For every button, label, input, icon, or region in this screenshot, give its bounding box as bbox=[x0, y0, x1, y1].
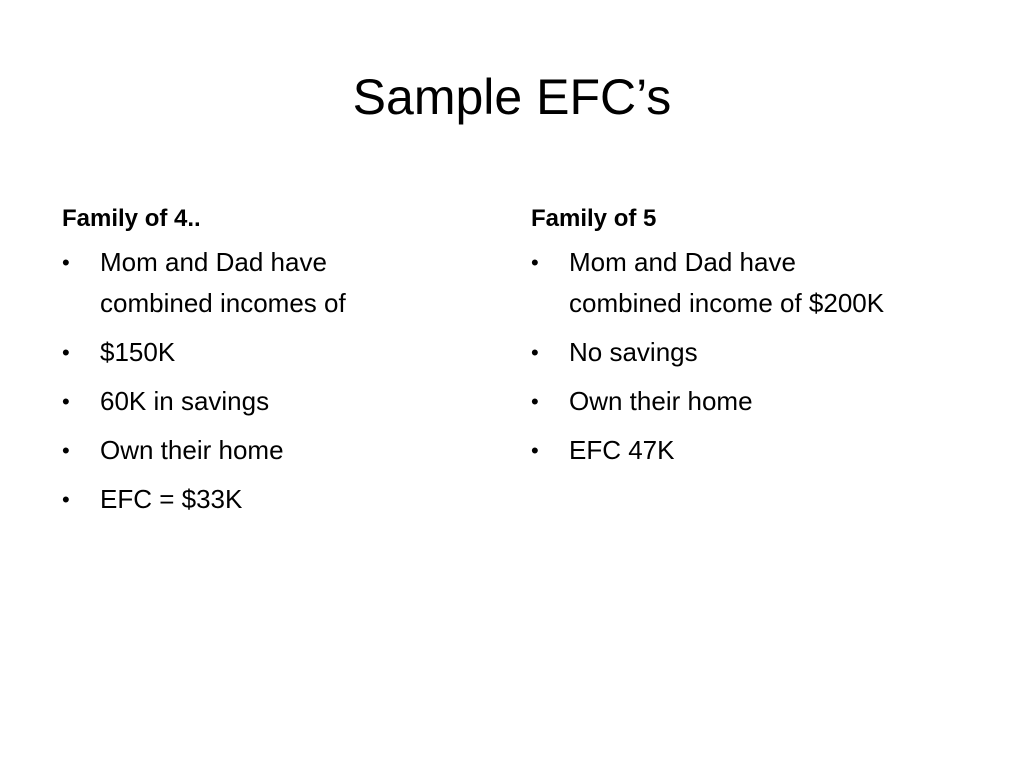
bullet-icon: • bbox=[62, 487, 70, 512]
list-item bbox=[62, 381, 502, 422]
bullet-text: Mom and Dad have combined income of $200K bbox=[569, 247, 885, 318]
list-item bbox=[531, 430, 971, 471]
bullet-icon: • bbox=[531, 438, 539, 463]
bullet-text: Own their home bbox=[100, 435, 284, 465]
right-column bbox=[531, 198, 971, 479]
bullet-text: 60K in savings bbox=[100, 386, 270, 416]
bullet-text: No savings bbox=[569, 337, 698, 367]
slide-title: Sample EFC’s bbox=[352, 69, 672, 125]
list-item bbox=[62, 479, 502, 520]
list-item bbox=[62, 242, 502, 324]
bullet-text: Own their home bbox=[569, 386, 753, 416]
list-item bbox=[531, 381, 971, 422]
bullet-text: $150K bbox=[100, 337, 176, 367]
list-item bbox=[62, 430, 502, 471]
list-item bbox=[531, 332, 971, 373]
left-column bbox=[62, 198, 502, 528]
bullet-text: Mom and Dad have combined incomes of bbox=[100, 247, 346, 318]
right-bullet-list bbox=[531, 242, 971, 471]
left-bullet-list bbox=[62, 242, 502, 520]
bullet-icon: • bbox=[531, 250, 539, 275]
right-column-heading: Family of 5 bbox=[531, 205, 657, 232]
bullet-text: EFC = $33K bbox=[100, 484, 243, 514]
bullet-icon: • bbox=[62, 250, 70, 275]
left-column-heading: Family of 4.. bbox=[62, 205, 201, 232]
bullet-icon: • bbox=[62, 340, 70, 365]
list-item bbox=[62, 332, 502, 373]
list-item bbox=[531, 242, 971, 324]
bullet-icon: • bbox=[531, 340, 539, 365]
bullet-icon: • bbox=[531, 389, 539, 414]
bullet-text: EFC 47K bbox=[569, 435, 675, 465]
bullet-icon: • bbox=[62, 438, 70, 463]
bullet-icon: • bbox=[62, 389, 70, 414]
